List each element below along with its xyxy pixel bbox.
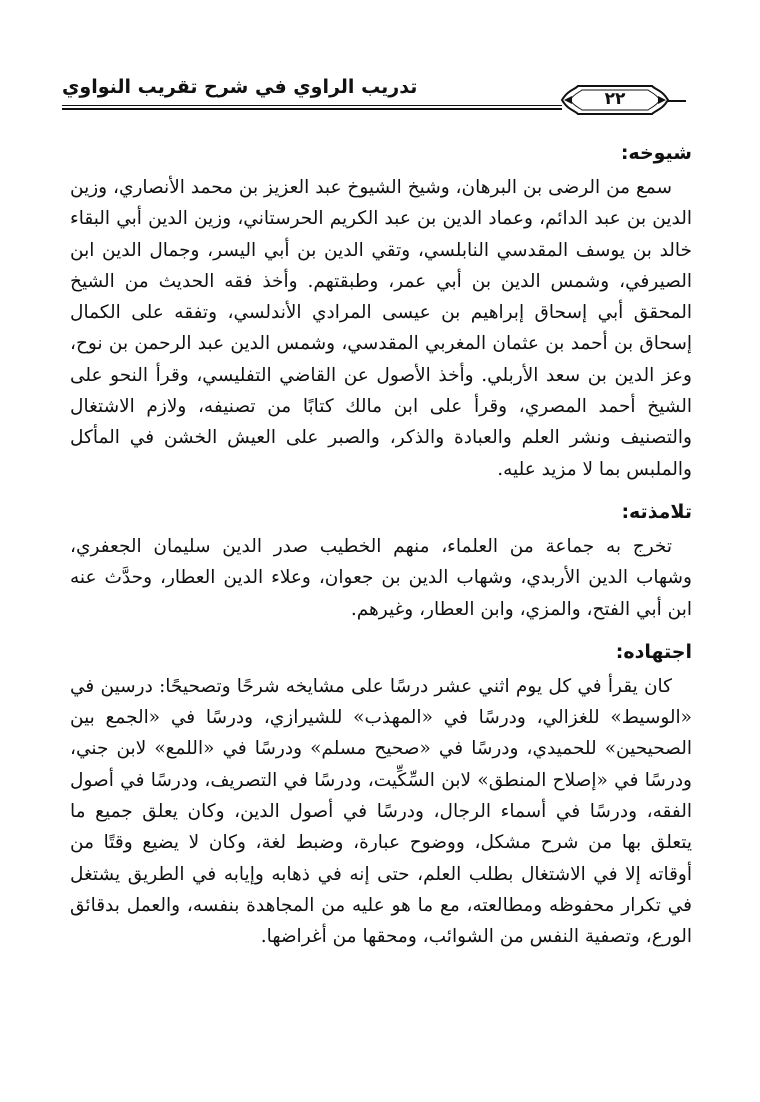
section-paragraph-students: تخرج به جماعة من العلماء، منهم الخطيب صدر الدين سليمان الجعفري، وشهاب الدين الأربدي، وشهاب الدين بن جعوان، وعلاء الدين العطار، وحدَّث عنه ابن أبي الفتح، والمزي، وابن العطار، وغيرهم. xyxy=(70,535,692,620)
header-rule-thin xyxy=(62,105,562,106)
running-header xyxy=(62,76,686,110)
page-number: ٢٢ xyxy=(604,89,626,109)
section-paragraph-teachers: سمع من الرضى بن البرهان، وشيخ الشيوخ عبد العزيز بن محمد الأنصاري، وزين الدين بن عبد الدائم، وعماد الدين بن عبد الكريم الحرستاني، وزين الدين أبي البقاء خالد بن يوسف المقدسي النابلسي، وتقي الدين بن أبي اليسر، وجمال الدين ابن الصيرفي، وشمس الدين بن أبي عمر، وطبقتهم. وأخذ فقه الحديث من الشيخ المحقق أبي إسحاق إبراهيم بن عيسى المرادي الأندلسي، وتفقه على الكمال إسحاق بن أحمد بن عثمان المغربي المقدسي، وشمس الدين عبد الرحمن بن نوح، وعز الدين بن سعد الأربلي. وأخذ الأصول عن القاضي التفليسي، وقرأ النحو على الشيخ أحمد المصري، وقرأ على ابن مالك كتابًا من تصنيفه، ولازم الاشتغال والتصنيف ونشر العلم والعبادة والذكر، والصبر على العيش الخشن في المأكل والملبس بما لا مزيد عليه. xyxy=(70,177,692,480)
section-heading-diligence: اجتهاده: xyxy=(615,640,692,663)
section-heading-students: تلامذته: xyxy=(621,500,692,523)
header-rule-thick xyxy=(62,108,562,110)
book-title: تدريب الراوي في شرح تقريب النواوي xyxy=(62,76,418,98)
page-number-ornament xyxy=(560,82,670,118)
header-rule-right xyxy=(668,100,686,102)
page-body xyxy=(70,138,692,965)
section-paragraph-diligence: كان يقرأ في كل يوم اثني عشر درسًا على مشايخه شرحًا وتصحيحًا: درسين في «الوسيط» للغزالي، ودرسًا في «المهذب» للشيرازي، ودرسًا في «الجمع بين الصحيحين» للحميدي، ودرسًا في «صحيح مسلم» ودرسًا في «اللمع» لابن جني، ودرسًا في «إصلاح المنطق» لابن السِّكِّيت، ودرسًا في التصريف، ودرسًا في أصول الفقه، ودرسًا في أسماء الرجال، ودرسًا في أصول الدين، وكان يعلق جميع ما يتعلق بها من شرح مشكل، ووضوح عبارة، وضبط لغة، وكان لا يضيع وقتًا من أوقاته إلا في الاشتغال بطلب العلم، حتى إنه في ذهابه وإيابه في الطريق يشتغل في تكرار محفوظه ومطالعته، مع ما هو عليه من المجاهدة بنفسه، والعمل بدقائق الورع، وتصفية النفس من الشوائب، ومحقها من أغراضها. xyxy=(70,675,692,948)
section-heading-teachers: شيوخه: xyxy=(620,142,692,164)
